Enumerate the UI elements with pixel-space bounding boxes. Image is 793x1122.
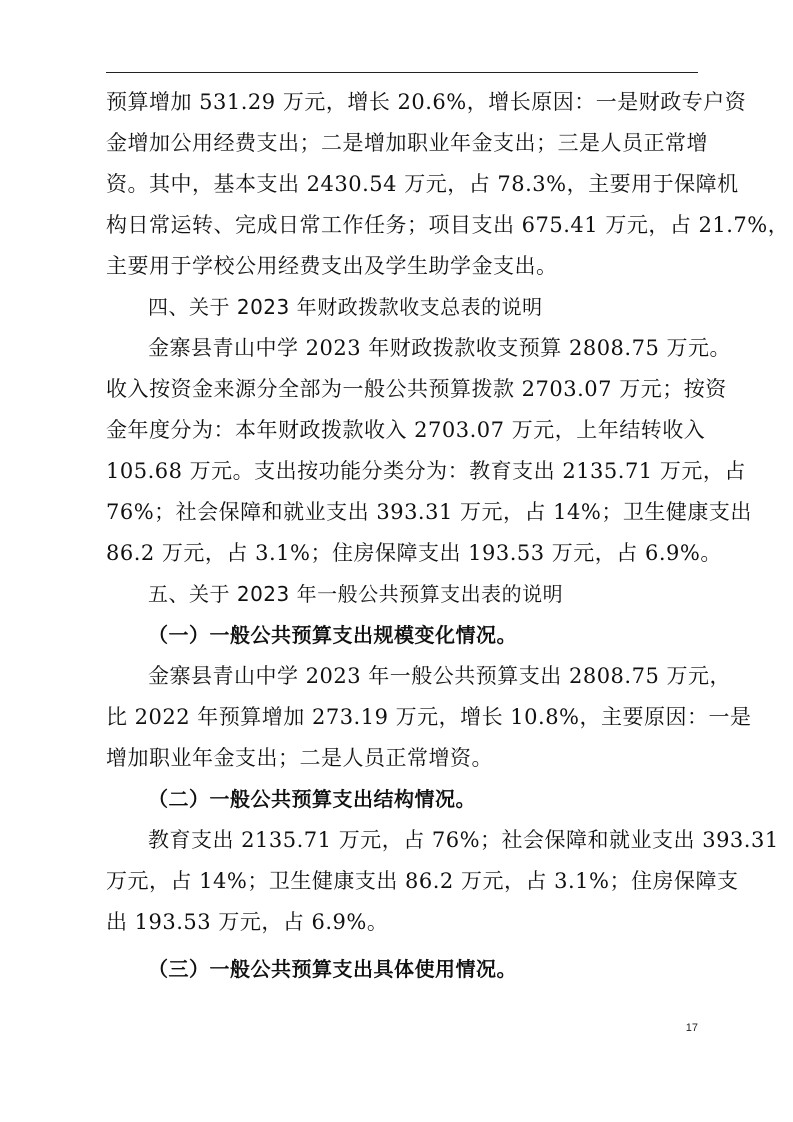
text-line: 万元，占 14%；卫生健康支出 86.2 万元，占 3.1%；住房保障支 xyxy=(106,869,739,893)
section-heading-4: 四、关于 2023 年财政拨款收支总表的说明 xyxy=(148,295,543,319)
section-heading-5: 五、关于 2023 年一般公共预算支出表的说明 xyxy=(148,582,564,606)
text-line: 金寨县青山中学 2023 年财政拨款收支预算 2808.75 万元。 xyxy=(148,336,731,360)
text-line: 金年度分为：本年财政拨款收入 2703.07 万元，上年结转收入 xyxy=(106,418,706,442)
text-line: 金寨县青山中学 2023 年一般公共预算支出 2808.75 万元， xyxy=(148,664,731,688)
text-line: 比 2022 年预算增加 273.19 万元，增长 10.8%，主要原因：一是 xyxy=(106,705,752,729)
text-line: 主要用于学校公用经费支出及学生助学金支出。 xyxy=(106,254,558,278)
page-content xyxy=(106,82,790,990)
text-line: 76%；社会保障和就业支出 393.31 万元，占 14%；卫生健康支出 xyxy=(106,500,752,524)
page-number: 17 xyxy=(685,1022,698,1034)
paragraph-scale-change xyxy=(106,656,752,779)
subsection-heading-1: （一）一般公共预算支出规模变化情况。 xyxy=(148,623,517,647)
text-line: 86.2 万元，占 3.1%；住房保障支出 193.53 万元，占 6.9%。 xyxy=(106,541,722,565)
header-rule xyxy=(106,72,698,73)
text-line: 出 193.53 万元，占 6.9%。 xyxy=(106,910,389,934)
subsection-heading-3: （三）一般公共预算支出具体使用情况。 xyxy=(148,957,517,981)
text-line: 金增加公用经费支出；二是增加职业年金支出；三是人员正常增 xyxy=(106,131,708,155)
paragraph-budget-increase xyxy=(106,82,790,287)
subsection-heading-2: （二）一般公共预算支出结构情况。 xyxy=(148,787,476,811)
text-line: 增加职业年金支出；二是人员正常增资。 xyxy=(106,746,493,770)
text-line: 构日常运转、完成日常工作任务；项目支出 675.41 万元，占 21.7%， xyxy=(106,213,790,237)
text-line: 教育支出 2135.71 万元，占 76%；社会保障和就业支出 393.31 xyxy=(148,828,779,852)
text-line: 收入按资金来源分全部为一般公共预算拨款 2703.07 万元；按资 xyxy=(106,377,727,401)
paragraph-fiscal-appropriation xyxy=(106,328,752,574)
text-line: 105.68 万元。支出按功能分类分为：教育支出 2135.71 万元，占 xyxy=(106,459,746,483)
text-line: 预算增加 531.29 万元，增长 20.6%，增长原因：一是财政专户资 xyxy=(106,90,747,114)
paragraph-structure xyxy=(106,820,779,943)
text-line: 资。其中，基本支出 2430.54 万元，占 78.3%，主要用于保障机 xyxy=(106,172,739,196)
